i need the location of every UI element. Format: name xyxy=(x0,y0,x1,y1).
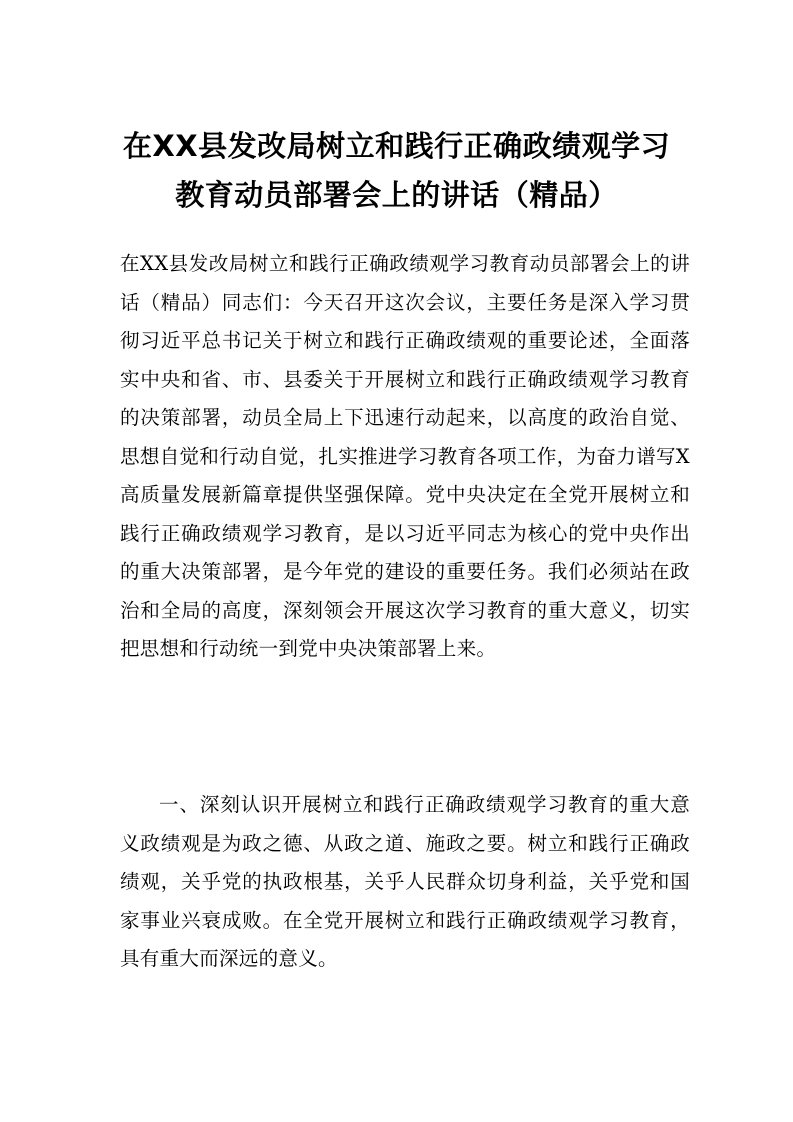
body-paragraph-intro: 在XX县发改局树立和践行正确政绩观学习教育动员部署会上的讲话（精品）同志们：今天召开这次会议，主要任务是深入学习贯彻习近平总书记关于树立和践行正确政绩观的重要论述，全面落实中央和省、市、县委关于开展树立和践行正确政绩观学习教育的决策部署，动员全局上下迅速行动起来，以高度的政治自觉、思想自觉和行动自觉，扎实推进学习教育各项工作，为奋力谱写X高质量发展新篇章提供坚强保障。党中央决定在全党开展树立和践行正确政绩观学习教育，是以习近平同志为核心的党中央作出的重大决策部署，是今年党的建设的重要任务。我们必须站在政治和全局的高度，深刻领会开展这次学习教育的重大意义，切实把思想和行动统一到党中央决策部署上来。 xyxy=(120,252,690,660)
title-line-1: 在XX县发改局树立和践行正确政绩观学习 xyxy=(122,129,671,163)
title-line-2: 教育动员部署会上的讲话（精品） xyxy=(175,178,618,212)
page-title xyxy=(100,122,693,220)
body-paragraph-section-1: 一、深刻认识开展树立和践行正确政绩观学习教育的重大意义政绩观是为政之德、从政之道、施政之要。树立和践行正确政绩观，关乎党的执政根基，关乎人民群众切身利益，关乎党和国家事业兴衰成败。在全党开展树立和践行正确政绩观学习教育，具有重大而深远的意义。 xyxy=(120,793,690,970)
